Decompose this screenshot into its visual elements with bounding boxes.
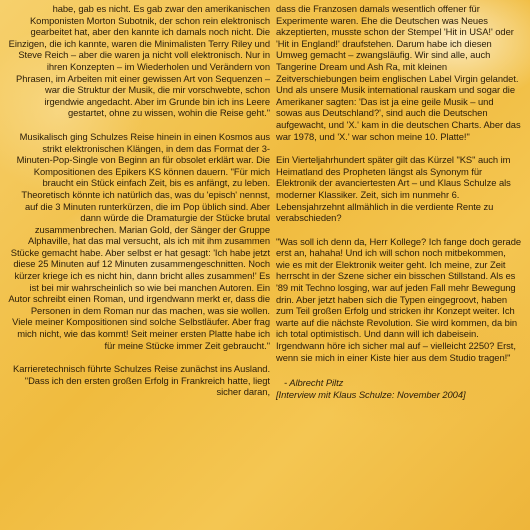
paragraph-epic-compositions: Musikalisch ging Schulzes Reise hinein in einen Kosmos aus strikt elektronischen Klängen, in dem das Format der 3-Minuten-Pop-Single von Beginn an für obsolet erklärt war. Die Kompositionen des Epikers KS können dauern. "Für mich braucht ein Stück einfach Zeit, bis es anfängt, zu leben. Theoretisch könnte ich natürlich das, was du 'episch' nennst, auf die 3 Minuten runterkürzen, die im Pop üblich sind. Aber dann würde die Dramaturgie der Stücke brutal zusammenbrechen. Marian Gold, der Sänger der Gruppe Alphaville, hat das mal versucht, als ich mit ihm zusammen Stücke gemacht habe. Aber selbst er hat gesagt: 'Ich habe jetzt diese 25 Minuten auf 12 Minuten zusammengeschnitten. Noch kürzer kriege ich es nicht hin, dann bricht alles zusammen!' Es ist bei mir wahrscheinlich so wie bei manchen Autoren. Ein Autor schreibt einen Roman, und irgendwann merkt er, dass die Personen in dem Roman nur das machen, was sie wollen. Viele meiner Kompositionen sind solche Selbstläufer. Aber frag mich nicht, wie das kommt! Seit meiner ersten Platte habe ich für meine Stücke immer Zeit gebraucht.": [8, 130, 270, 351]
right-column: [276, 3, 522, 400]
signature-block: [276, 377, 522, 400]
paragraph-career-abroad: Karrieretechnisch führte Schulzes Reise zunächst ins Ausland. "Dass ich den ersten großen Erfolg in Frankreich hatte, liegt sicher daran,: [13, 363, 270, 398]
paragraph-closing-quote: "Was soll ich denn da, Herr Kollege? Ich fange doch gerade erst an, hahaha! Und ich will schon noch mitbekommen, wie es mit der Elektronik weiter geht. Ich meine, zur Zeit herrscht in der Szene sicher ein bisschen Stillstand. Als es '89 mit Techno losging, war auf jeden Fall mehr Bewegung drin. Aber jetzt haben sich die Typen eingegroovt, haben zum Teil großen Erfolg und stricken ihr Konzept weiter. Ich warte auf die nächste Revolution. Sie wird kommen, da bin ich total optimistisch. Und dann will ich dabeisein. Irgendwann höre ich sicher mal auf – vielleicht 2250? Erst, wenn sie mich in einer Kiste hier aus dem Studio tragen!": [276, 235, 522, 363]
paragraph-france-success: dass die Franzosen damals wesentlich offener für Experimente waren. Ehe die Deutschen was Neues akzeptierten, musste schon der Stempel 'Hit in USA!' oder 'Hit in England!' draufstehen. Darum habe ich diesen Umweg gemacht – zwangsläufig. Wir sind alle, auch Tangerine Dream und Ash Ra, mit kleinen Zeitverschiebungen beim englischen Label Virgin gelandet. Und als unsere Musik international rauskam und sogar die Amerikaner sagten: 'Das ist ja eine geile Musik – und sowas aus Deutschland?', sind auch die Deutschen aufgewacht, und 'X.' kam in die deutschen Charts. Aber das war 1978, und 'X.' war schon meine 10. Platte!": [276, 3, 521, 142]
left-column: [8, 3, 270, 410]
author-signature: - Albrecht Piltz: [284, 377, 344, 389]
paragraph-quarter-century: Ein Vierteljahrhundert später gilt das Kürzel "KS" auch im Heimatland des Propheten längst als Synonym für Elektronik der avanciertesten Art – und Klaus Schulze als moderner Klassiker. Zeit, sich im nunmehr 6. Lebensjahrzehnt allmählich in die verdiente Rente zu verabschieden?: [276, 154, 511, 224]
paragraph-origins: habe, gab es nicht. Es gab zwar den amerikanischen Komponisten Morton Subotnik, der schon rein elektronisch gearbeitet hat, aber den kannte ich damals noch nicht. Die Einzigen, die ich kannte, waren die Minimalisten Terry Riley und Steve Reich – aber die waren ja nicht voll elektronisch. Nur in ihren Konzepten – im Wiederholen und Verändern von Phrasen, im Arbeiten mit einer gewissen Art von Sequenzen – war die Struktur der Musik, die mir vorschwebte, schon irgendwie angedacht. Aber im Grunde bin ich ins Leere gestartet, ohne zu wissen, wohin die Reise geht.": [8, 3, 270, 119]
interview-source: [Interview mit Klaus Schulze: November 2004]: [276, 388, 466, 400]
